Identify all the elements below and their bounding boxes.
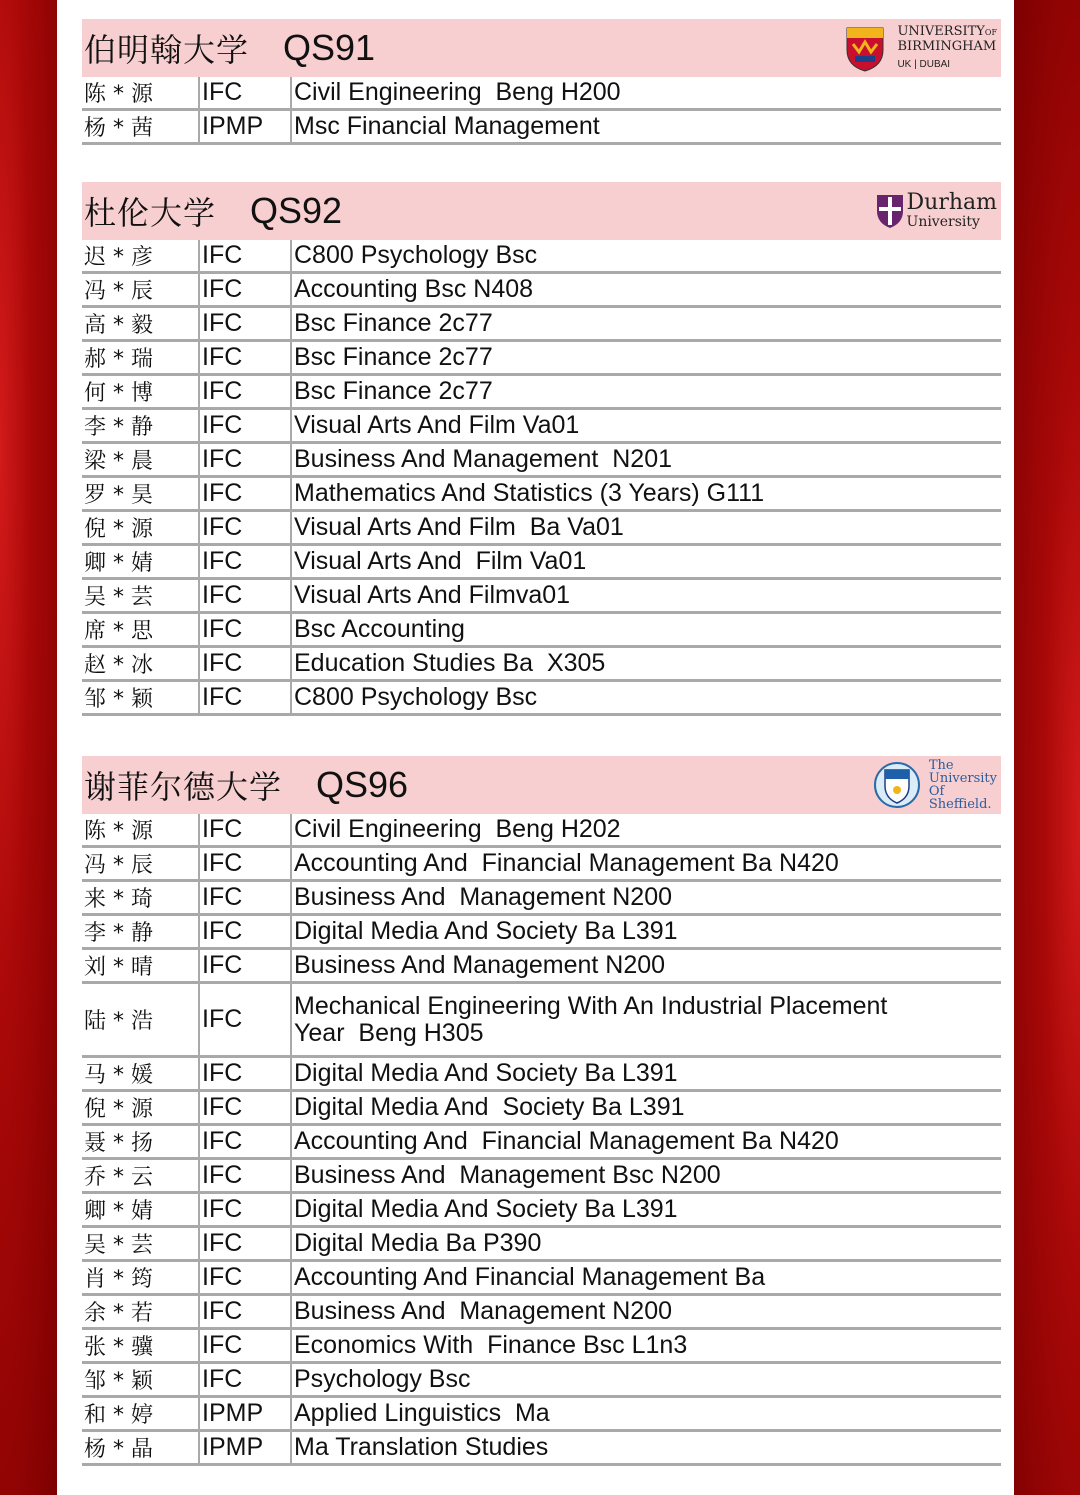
program: IFC [198,882,290,913]
table-row [82,614,1001,648]
table-row [82,848,1001,882]
table-row [82,308,1001,342]
course: Digital Media And Society Ba L391 [290,1058,1001,1089]
student-name: 陆 * 浩 [84,1009,153,1034]
student-name: 聂 * 扬 [84,1131,153,1156]
course: C800 Psychology Bsc [290,682,1001,713]
table-row [82,1126,1001,1160]
section-sheffield [82,756,1001,1466]
birmingham-logo [843,23,997,73]
section-durham [82,182,1001,716]
course: Bsc Finance 2c77 [290,376,1001,407]
table-row [82,682,1001,716]
course: Economics With Finance Bsc L1n3 [290,1330,1001,1361]
table-row [82,1296,1001,1330]
table-row [82,1228,1001,1262]
course: Visual Arts And Film Va01 [290,546,1001,577]
program: IFC [198,512,290,543]
logo-line3: Of [928,784,945,799]
program: IFC [198,546,290,577]
course: Business And Management N200 [290,1296,1001,1327]
program: IFC [198,814,290,845]
table-row [82,1194,1001,1228]
course: Bsc Finance 2c77 [290,308,1001,339]
table-row [82,410,1001,444]
logo-line1: The [928,758,954,773]
table-row [82,546,1001,580]
student-name: 席 * 思 [84,619,153,644]
program: IFC [198,77,290,108]
student-name: 赵 * 冰 [84,653,153,678]
program: IFC [198,1262,290,1293]
program: IPMP [198,1432,290,1463]
table-row [82,916,1001,950]
section-birmingham [82,19,1001,145]
student-name: 邹 * 颖 [84,687,153,712]
program: IFC [198,916,290,947]
course: Education Studies Ba X305 [290,648,1001,679]
course: Visual Arts And Film Ba Va01 [290,512,1001,543]
program: IFC [198,1296,290,1327]
student-name: 张 * 骥 [84,1335,153,1360]
table-row [82,1262,1001,1296]
program: IFC [198,1092,290,1123]
table-row [82,1398,1001,1432]
student-name: 冯 * 辰 [84,853,153,878]
student-name: 来 * 琦 [84,887,153,912]
university-name: 伯明翰大学 [84,31,250,69]
table-row [82,512,1001,546]
course: Civil Engineering Beng H202 [290,814,1001,845]
student-name: 李 * 静 [84,415,153,440]
logo-line4: Sheffield. [928,797,992,812]
right-red-border [1014,0,1080,1495]
program: IFC [198,444,290,475]
student-name: 邹 * 颖 [84,1369,153,1394]
program: IFC [198,274,290,305]
university-name: 谢菲尔德大学 [84,768,283,806]
logo-line1: UNIVERSITY [897,23,985,39]
course: Business And Management N200 [290,882,1001,913]
table-row [82,814,1001,848]
course: Digital Media And Society Ba L391 [290,1092,1001,1123]
program: IFC [198,950,290,981]
program: IFC [198,376,290,407]
course: Business And Management N201 [290,444,1001,475]
program: IFC [198,308,290,339]
qs-rank: QS96 [316,764,409,805]
durham-table [82,240,1001,716]
course: C800 Psychology Bsc [290,240,1001,271]
student-name: 马 * 媛 [84,1063,153,1088]
student-name: 梁 * 晨 [84,449,153,474]
birmingham-table [82,77,1001,145]
program: IFC [198,984,290,1055]
program: IFC [198,1330,290,1361]
student-name: 余 * 若 [84,1301,153,1326]
student-name: 高 * 毅 [84,313,153,338]
course: Applied Linguistics Ma [290,1398,1001,1429]
program: IFC [198,1160,290,1191]
course: Digital Media Ba P390 [290,1228,1001,1259]
course: Msc Financial Management [290,111,1001,142]
course: Accounting And Financial Management Ba N420 [290,848,1001,879]
program: IFC [198,1364,290,1395]
course: Bsc Accounting [290,614,1001,645]
program: IFC [198,478,290,509]
student-name: 乔 * 云 [84,1165,153,1190]
student-name: 何 * 博 [84,381,153,406]
student-name: 陈 * 源 [84,82,153,107]
table-row [82,478,1001,512]
section-header [82,19,1001,77]
course: Digital Media And Society Ba L391 [290,916,1001,947]
student-name: 肖 * 筠 [84,1267,153,1292]
student-name: 刘 * 晴 [84,955,153,980]
qs-rank: QS92 [250,190,343,231]
table-row [82,77,1001,111]
student-name: 陈 * 源 [84,819,153,844]
course: Psychology Bsc [290,1364,1001,1395]
course: Digital Media And Society Ba L391 [290,1194,1001,1225]
table-row [82,580,1001,614]
course: Civil Engineering Beng H200 [290,77,1001,108]
course: Visual Arts And Filmva01 [290,580,1001,611]
student-name: 李 * 静 [84,921,153,946]
logo-line1: Durham [906,190,997,215]
student-name: 杨 * 晶 [84,1437,153,1462]
program: IPMP [198,111,290,142]
table-row [82,984,1001,1058]
course: Ma Translation Studies [290,1432,1001,1463]
student-name: 杨 * 茜 [84,116,153,141]
left-red-border [0,0,57,1495]
course: Accounting Bsc N408 [290,274,1001,305]
program: IFC [198,342,290,373]
table-row [82,444,1001,478]
logo-line2: University [928,771,997,786]
logo-line3: UK | DUBAI [897,58,951,70]
table-row [82,342,1001,376]
table-row [82,240,1001,274]
course: Accounting And Financial Management Ba [290,1262,1001,1293]
durham-crest-icon [875,193,905,229]
course: Accounting And Financial Management Ba N420 [290,1126,1001,1157]
program: IFC [198,410,290,441]
table-row [82,111,1001,145]
sheffield-logo [873,760,997,810]
program: IFC [198,1058,290,1089]
table-row [82,274,1001,308]
table-row [82,1364,1001,1398]
student-name: 吴 * 芸 [84,1233,153,1258]
table-row [82,882,1001,916]
student-name: 倪 * 源 [84,517,153,542]
course: Visual Arts And Film Va01 [290,410,1001,441]
birmingham-crest-icon [843,24,887,72]
table-row [82,1092,1001,1126]
program: IFC [198,682,290,713]
logo-line1-of: OF [984,27,997,37]
student-name: 罗 * 昊 [84,483,153,508]
program: IPMP [198,1398,290,1429]
student-name: 卿 * 婧 [84,551,153,576]
table-row [82,1160,1001,1194]
student-name: 卿 * 婧 [84,1199,153,1224]
sheffield-crest-icon [873,760,921,810]
qs-rank: QS91 [283,27,376,68]
course: Business And Management Bsc N200 [290,1160,1001,1191]
student-name: 和 * 婷 [84,1403,153,1428]
sheffield-table [82,814,1001,1466]
program: IFC [198,1126,290,1157]
student-name: 冯 * 辰 [84,279,153,304]
table-row [82,950,1001,984]
student-name: 郝 * 瑞 [84,347,153,372]
program: IFC [198,1228,290,1259]
student-name: 倪 * 源 [84,1097,153,1122]
program: IFC [198,580,290,611]
logo-line2: BIRMINGHAM [897,38,997,54]
table-row [82,648,1001,682]
table-row [82,1058,1001,1092]
table-row [82,1432,1001,1466]
course: Bsc Finance 2c77 [290,342,1001,373]
course: Business And Management N200 [290,950,1001,981]
logo-line2: University [906,214,980,230]
university-name: 杜伦大学 [84,194,217,232]
student-name: 迟 * 彦 [84,245,153,270]
section-header [82,756,1001,814]
durham-logo [875,186,997,236]
program: IFC [198,240,290,271]
program: IFC [198,1194,290,1225]
table-row [82,1330,1001,1364]
course: Mechanical Engineering With An Industrial Placement Year Beng H305 [290,984,1001,1055]
course: Mathematics And Statistics (3 Years) G111 [290,478,1001,509]
program: IFC [198,614,290,645]
table-row [82,376,1001,410]
program: IFC [198,848,290,879]
program: IFC [198,648,290,679]
student-name: 吴 * 芸 [84,585,153,610]
section-header [82,182,1001,240]
